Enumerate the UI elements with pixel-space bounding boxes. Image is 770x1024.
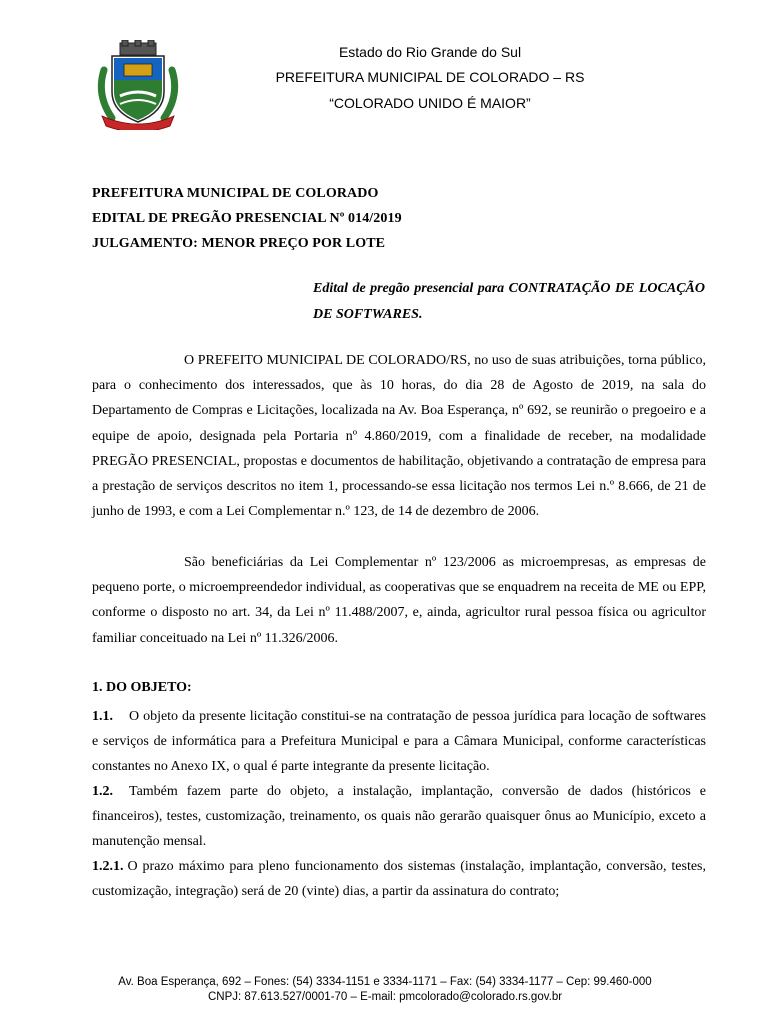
header-state: Estado do Rio Grande do Sul [338, 44, 522, 60]
clause-number: 1.1. [92, 709, 113, 724]
clause-text: O prazo máximo para pleno funcionamento dos sistemas (instalação, implantação, conversão, testes, customização, integração) será de 20 (vinte) dias, a partir da assinatura do contrato; [92, 859, 706, 900]
preamble-paragraph: O PREFEITO MUNICIPAL DE COLORADO/RS, no uso de suas atribuições, torna público, para o conhecimento dos interessados, que às 10 horas, do dia 28 de Agosto de 2019, na sala do Departamento de Compras e Licitações, localizada na Av. Boa Esperança, nº 692, se reunirão o pregoeiro e a equipe de apoio, designada pela Portaria nº 4.860/2019, com a finalidade de receber, na modalidade PREGÃO PRESENCIAL, propostas e documentos de habilitação, objetivando a contratação de empresa para a prestação de serviços descritos no item 1, processando-se essa licitação nos termos Lei n.º 8.666, de 21 de junho de 1993, e com a Lei Complementar n.º 123, de 14 de dezembro de 2006. [92, 353, 706, 520]
clause-number: 1.2. [92, 784, 113, 799]
doc-title-julgamento: JULGAMENTO: MENOR PREÇO POR LOTE [92, 236, 386, 251]
footer-address: Av. Boa Esperança, 692 – Fones: (54) 3334-1151 e 3334-1171 – Fax: (54) 3334-1177 – Cep: 99.460-000 [118, 976, 652, 988]
footer-contact: CNPJ: 87.613.527/0001-70 – E-mail: pmcolorado@colorado.rs.gov.br [207, 991, 563, 1003]
clause-1-2-1 [92, 854, 706, 904]
header-motto: “COLORADO UNIDO É MAIOR” [329, 95, 531, 111]
doc-title-prefeitura: PREFEITURA MUNICIPAL DE COLORADO [92, 186, 379, 201]
doc-title-edital: EDITAL DE PREGÃO PRESENCIAL Nº 014/2019 [92, 211, 402, 226]
clause-text: Também fazem parte do objeto, a instalação, implantação, conversão de dados (históricos e financeiros), testes, customização, treinamento, os quais não gerarão quaisquer ônus ao Município, exceto a manutenção mensal. [92, 784, 706, 850]
header-prefeitura: PREFEITURA MUNICIPAL DE COLORADO – RS [275, 69, 585, 85]
clause-text: O objeto da presente licitação constitui-se na contratação de pessoa jurídica para locação de softwares e serviços de informática para a Prefeitura Municipal e para a Câmara Municipal, conforme características constantes no Anexo IX, o qual é parte integrante da presente licitação. [92, 709, 706, 775]
beneficiaries-paragraph: São beneficiárias da Lei Complementar nº 123/2006 as microempresas, as empresas de pequeno porte, o microempreendedor individual, as cooperativas que se enquadrem na receita de ME ou EPP, conforme o disposto no art. 34, da Lei nº 11.488/2007, e, ainda, agricultor rural pessoa física ou agricultor familiar conceituado na Lei nº 11.326/2006. [92, 555, 706, 646]
clause-1-2 [92, 779, 706, 855]
clause-1-1 [92, 704, 706, 780]
municipal-crest-icon [94, 40, 182, 130]
section-heading-objeto: 1. DO OBJETO: [92, 680, 192, 695]
edital-summary: Edital de pregão presencial para CONTRATAÇÃO DE LOCAÇÃO DE SOFTWARES. [313, 281, 705, 322]
clause-number: 1.2.1. [92, 859, 124, 874]
